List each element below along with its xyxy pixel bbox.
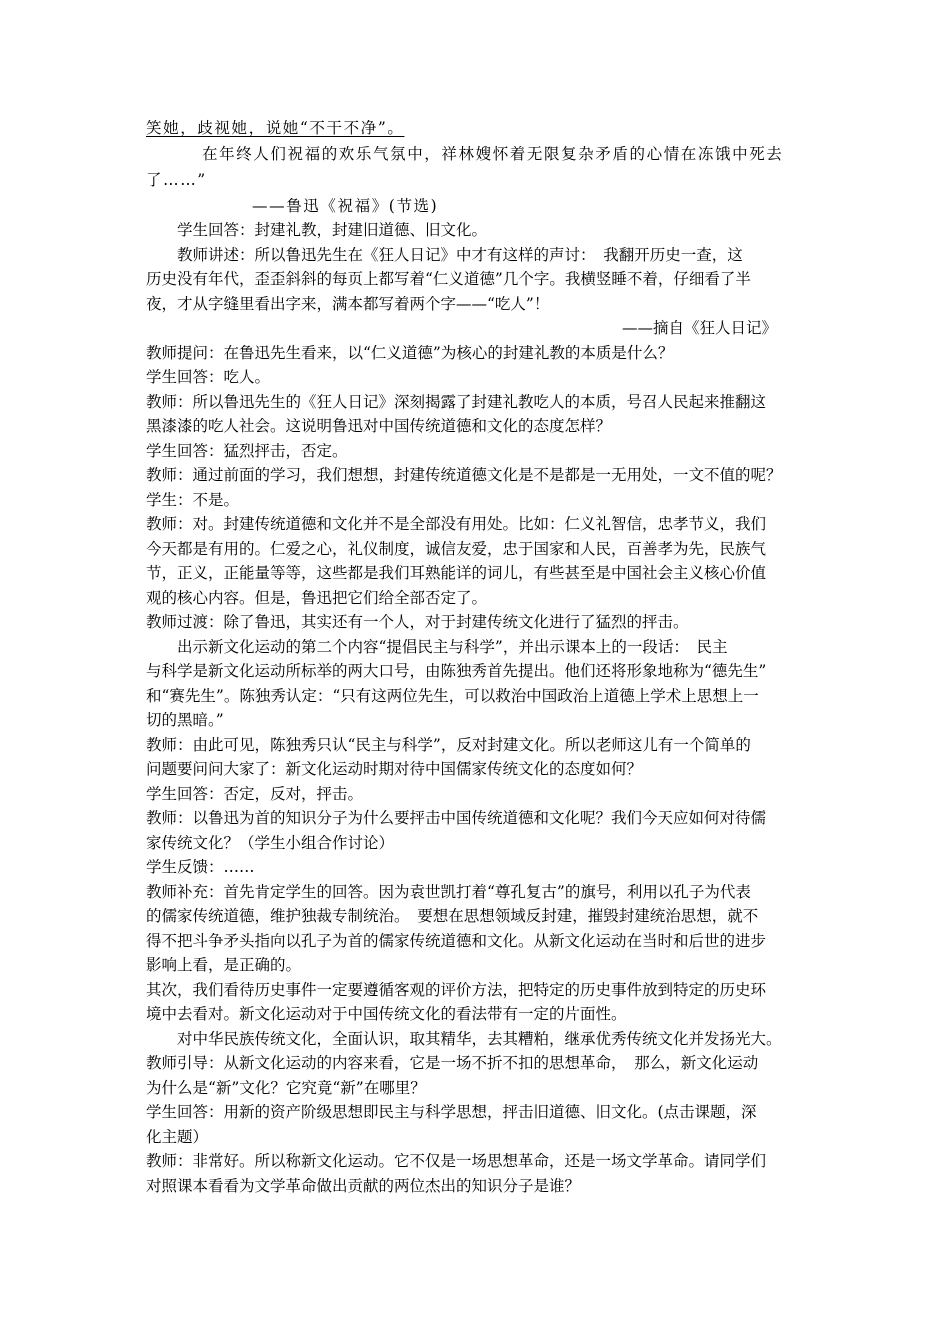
text-line: 学生回答：用新的资产阶级思想即民主与科学思想，抨击旧道德、旧文化。(点击课题，深 (146, 1103, 757, 1121)
text-line: 观的核心内容。但是，鲁迅把它们给全部否定了。 (146, 589, 488, 607)
text-line: 学生回答：封建礼教，封建旧道德、旧文化。 (177, 221, 488, 239)
text-line: 教师提问：在鲁迅先生看来，以“仁义道德”为核心的封建礼教的本质是什么？ (146, 344, 674, 362)
text-line: 教师补充：首先肯定学生的回答。因为袁世凯打着“尊孔复古”的旗号，利用以孔子为代表 (146, 883, 751, 901)
text-line: 家传统文化？（学生小组合作讨论） (146, 834, 395, 852)
text-line: 对中华民族传统文化，全面认识，取其精华，去其糟粕，继承优秀传统文化并发扬光大。 (177, 1030, 782, 1048)
text-line: 教师引导：从新文化运动的内容来看，它是一场不折不扣的思想革命， 那么，新文化运动 (146, 1054, 759, 1072)
text-line: 教师：以鲁迅为首的知识分子为什么要抨击中国传统道德和文化呢？我们今天应如何对待儒 (146, 809, 767, 827)
text-line: 教师：通过前面的学习，我们想想，封建传统道德文化是不是都是一无用处，一文不值的呢？ (146, 466, 782, 484)
text-line: 与科学是新文化运动所标举的两大口号，由陈独秀首先提出。他们还将形象地称为“德先生” (146, 662, 767, 680)
text-line: 历史没有年代，歪歪斜斜的每页上都写着“仁义道德”几个字。我横竖睡不着，仔细看了半 (146, 270, 751, 288)
citation: ——鲁迅《祝福》(节选) (252, 197, 439, 215)
text-line: 得不把斗争矛头指向以孔子为首的儒家传统道德和文化。从新文化运动在当时和后世的进步 (146, 932, 767, 950)
text-line: 问题要问问大家了：新文化运动时期对待中国儒家传统文化的态度如何？ (146, 760, 643, 778)
text-line: 教师：由此可见，陈独秀只认“民主与科学”，反对封建文化。所以老师这儿有一个简单的 (146, 736, 751, 754)
text-line: 教师讲述：所以鲁迅先生在《狂人日记》中才有这样的声讨： 我翻开历史一查，这 (177, 246, 743, 264)
text-line: 笑她，歧视她，说她“不干不净”。 (146, 119, 405, 137)
text-line: 学生反馈：…… (146, 858, 255, 876)
text-line: 其次，我们看待历史事件一定要遵循客观的评价方法，把特定的历史事件放到特定的历史环 (146, 981, 767, 999)
text-line: 夜，才从字缝里看出字来，满本都写着两个字——“吃人”！ (146, 295, 550, 313)
text-line: 的儒家传统道德，维护独裁专制统治。 要想在思想领域反封建，摧毁封建统治思想，就不 (146, 907, 759, 925)
text-line: 学生回答：否定，反对，抨击。 (146, 785, 364, 803)
text-line: 黑漆漆的吃人社会。这说明鲁迅对中国传统道德和文化的态度怎样？ (146, 417, 612, 435)
text-line: 学生：不是。 (146, 491, 240, 509)
text-line: 境中去看对。新文化运动对于中国传统文化的看法带有一定的片面性。 (146, 1005, 627, 1023)
text-line: 为什么是“新”文化？它究竟“新”在哪里？ (146, 1079, 426, 1097)
text-line: 化主题） (146, 1128, 209, 1146)
citation: ——摘自《狂人日记》 (622, 319, 778, 337)
text-line: 在年终人们祝福的欢乐气氛中，祥林嫂怀着无限复杂矛盾的心情在冻饿中死去 (202, 145, 784, 163)
text-line: 学生回答：吃人。 (146, 368, 271, 386)
text-line: 和“赛先生”。陈独秀认定：“只有这两位先生，可以救治中国政治上道德上学术上思想上一 (146, 687, 759, 705)
text-line: 出示新文化运动的第二个内容“提倡民主与科学”，并出示课本上的一段话： 民主 (177, 638, 728, 656)
text-line: 对照课本看看为文学革命做出贡献的两位杰出的知识分子是谁？ (146, 1177, 581, 1195)
text-line: 节，正义，正能量等等，这些都是我们耳熟能详的词儿，有些甚至是中国社会主义核心价值 (146, 564, 767, 582)
text-line: 教师：非常好。所以称新文化运动。它不仅是一场思想革命，还是一场文学革命。请同学们 (146, 1152, 767, 1170)
text-line: 影响上看，是正确的。 (146, 956, 302, 974)
text-line: 今天都是有用的。仁爱之心，礼仪制度，诚信友爱，忠于国家和人民，百善孝为先，民族气 (146, 540, 767, 558)
text-line: 教师：所以鲁迅先生的《狂人日记》深刻揭露了封建礼教吃人的本质，号召人民起来推翻这 (146, 393, 767, 411)
text-line: 教师过渡：除了鲁迅，其实还有一个人，对于封建传统文化进行了猛烈的抨击。 (146, 613, 689, 631)
text-line: 学生回答：猛烈抨击，否定。 (146, 442, 348, 460)
text-line: 了……” (146, 171, 207, 189)
text-line: 教师：对。封建传统道德和文化并不是全部没有用处。比如：仁义礼智信，忠孝节义，我们 (146, 515, 767, 533)
text-line: 切的黑暗。” (146, 711, 224, 729)
